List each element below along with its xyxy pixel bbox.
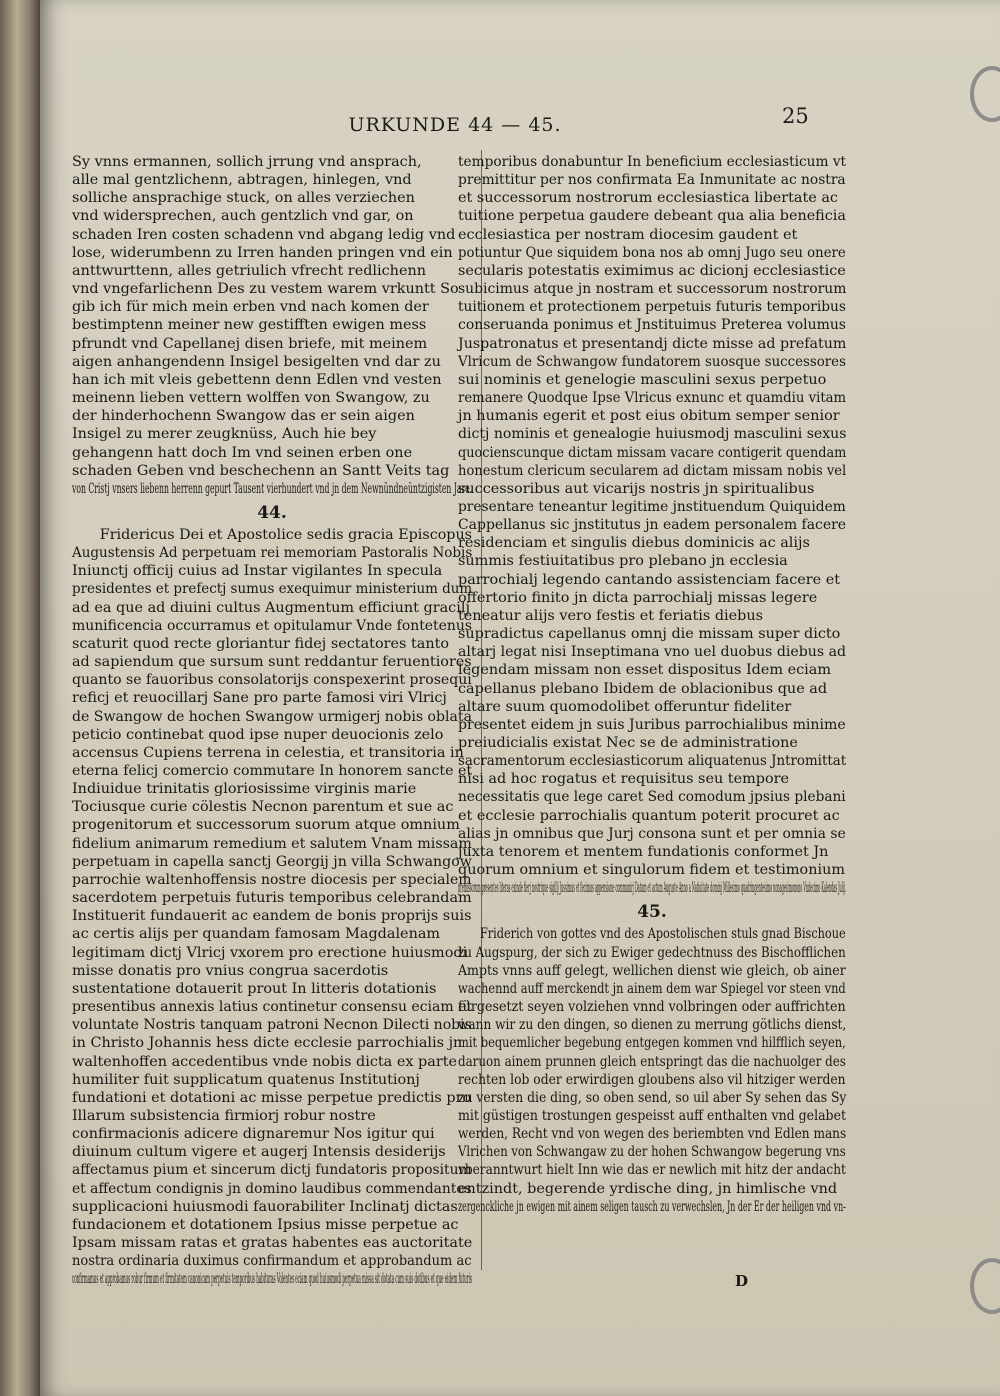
text-line: voluntate Nostris tanquam patroni Necnon Dilecti nobis bbox=[72, 1017, 472, 1034]
text-line: presentet eidem jn suis Juribus parrochialibus minime bbox=[458, 716, 846, 733]
text-line: legitimam dictj Vlricj vxorem pro erectione huiusmodi bbox=[72, 944, 468, 961]
text-line: scaturit quod recte gloriantur fidej sectatores tanto bbox=[72, 635, 450, 652]
text-line: lose, widerumbenn zu Irren handen pringen vnd ein bbox=[72, 244, 453, 261]
text-line: reficj et reuocillarj Sane pro parte famosi viri Vlricj bbox=[72, 690, 447, 707]
text-line: presentare teneantur legitime jnstituendum Quiquidem bbox=[458, 498, 846, 515]
text-line: fundacionem et dotationem Ipsius misse perpetue ac bbox=[72, 1216, 459, 1233]
charter-43-closing-text bbox=[72, 153, 472, 498]
binder-ring-icon bbox=[970, 1258, 1000, 1314]
text-line: mit bequemlicher begebung entgegen kommen vnd hilfflich seyen, bbox=[458, 1035, 846, 1052]
text-line: pfrundt vnd Capellanej disen briefe, mit meinem bbox=[72, 335, 428, 352]
text-line: mit güstigen trostungen gespeisst auff enthalten vnd gelabet bbox=[458, 1107, 847, 1124]
text-line: gehangenn hatt doch Im vnd seinen erben one bbox=[72, 444, 413, 461]
text-line: fundationi et dotationi ac misse perpetue predictis pro bbox=[72, 1089, 472, 1106]
text-line: vnd vngefarlichenn Des zu vestem warem vrkuntt So bbox=[72, 281, 459, 298]
text-line: Augustensis Ad perpetuam rei memoriam Pastoralis Nobis bbox=[72, 545, 473, 562]
text-line: legendam missam non esset dispositus Idem eciam bbox=[458, 662, 831, 679]
text-line: alias jn omnibus que Jurj consona sunt et per omnia se bbox=[458, 825, 846, 842]
text-line: alle mal gentzlichenn, abtragen, hinlegen, vnd bbox=[72, 172, 412, 189]
text-line: nisi ad hoc rogatus et requisitus seu tempore bbox=[458, 771, 790, 788]
text-line: subicimus atque jn nostram et successorum nostrorum bbox=[458, 281, 847, 298]
text-line: altarj legat nisi Inseptimana vno uel duobus diebus ad bbox=[458, 644, 847, 661]
text-line: zergenckliche jn ewigen mit ainem seligen tausch zu verwechslen, Jn der Er der heiligen vnd vn- bbox=[458, 1198, 846, 1215]
text-line: remanere Quodque Ipse Vlricus exnunc et quamdiu vitam bbox=[458, 390, 847, 407]
previous-page-edge bbox=[0, 0, 42, 1396]
text-line: progenitorum et successorum suorum atque omnium bbox=[72, 817, 460, 834]
text-line: schaden Geben vnd beschechenn an Santt Veits tag bbox=[72, 462, 450, 479]
right-column bbox=[458, 153, 846, 1216]
text-line: Insigel zu merer zeugknüss, Auch hie bey bbox=[72, 426, 377, 443]
section-number-45: 45. bbox=[637, 902, 667, 923]
text-line: summis festiuitatibus pro plebano jn ecclesia bbox=[458, 553, 788, 570]
text-line: ac certis alijs per quandam famosam Magdalenam bbox=[72, 926, 441, 943]
text-line: zu versten die ding, so oben send, so uil aber Sy sehen das Sy bbox=[458, 1089, 847, 1106]
section-number-44: 44. bbox=[257, 502, 287, 523]
text-line: quorum omnium et singulorum fidem et testimonium bbox=[458, 862, 846, 879]
text-line: Ipsam missam ratas et gratas habentes eas auctoritate bbox=[72, 1235, 473, 1252]
text-line: gib ich für mich mein erben vnd nach komen der bbox=[72, 299, 429, 316]
text-line: Vlrichen von Schwangaw zu der hohen Schwangow begerung vns bbox=[458, 1144, 846, 1161]
text-line: anttwurttenn, alles getriulich vfrecht redlichenn bbox=[72, 262, 427, 279]
text-line: de Swangow de hochen Swangow urmigerj nobis oblata bbox=[72, 708, 472, 725]
text-line: supplicacioni huiusmodi fauorabiliter Inclinatj dictas bbox=[72, 1198, 458, 1215]
text-line: supradictus capellanus omnj die missam super dicto bbox=[458, 626, 841, 643]
text-line: Illarum subsistencia firmiorj robur nostre bbox=[72, 1107, 376, 1124]
text-line: Ampts vnns auff gelegt, wellichen dienst wie gleich, ob ainer bbox=[458, 962, 846, 979]
text-line: honestum clericum secularem ad dictam missam nobis vel bbox=[458, 462, 847, 479]
text-line: quanto se fauoribus consolatorijs conspexerint prosequi bbox=[72, 672, 472, 689]
text-line: Juspatronatus et presentandj dicte misse ad prefatum bbox=[458, 335, 847, 352]
text-line: daruon ainem prunnen gleich entspringt das die nachuolger des bbox=[458, 1053, 846, 1070]
text-line: residenciam et singulis diebus dominicis ac alijs bbox=[458, 535, 810, 552]
text-line: schaden Iren costen schadenn vnd abgang ledig vnd bbox=[72, 226, 456, 243]
text-line: misse donatis pro vnius congrua sacerdotis bbox=[72, 962, 389, 979]
text-line: von Cristj vnsers liebenn herrenn gepurt Tausent vierhundert vnd jn dem Newnündneüntzigisten Jare. bbox=[72, 480, 473, 497]
text-line: vberanntwurt hielt Inn wie das er newlich mit hitz der andacht bbox=[458, 1162, 846, 1179]
text-line: waltenhoffen accedentibus vnde nobis dicta ex parte bbox=[72, 1053, 458, 1070]
text-line: presentibus annexis latius continetur consensu eciam et bbox=[72, 999, 473, 1016]
text-line: altare suum quomodolibet offeruntur fideliter bbox=[458, 698, 792, 715]
text-line: peticio continebat quod ipse nuper deuocionis zelo bbox=[72, 726, 444, 743]
text-line: offertorio finito jn dicta parrochialj missas legere bbox=[458, 589, 818, 606]
text-line: in Christo Johannis hess dicte ecclesie parrochialis jn bbox=[72, 1035, 463, 1052]
text-line: et affectum condignis jn domino laudibus commendantes bbox=[72, 1180, 472, 1197]
text-line: humiliter fuit supplicatum quatenus Institutionj bbox=[72, 1071, 420, 1088]
text-line: necessitatis que lege caret Sed comodum jpsius plebani bbox=[458, 789, 846, 806]
text-line: werden, Recht vnd von wegen des beriembten vnd Edlen mans bbox=[458, 1126, 847, 1143]
text-line: jn humanis egerit et post eius obitum semper senior bbox=[458, 408, 840, 425]
text-line: bestimptenn meiner new gestifften ewigen mess bbox=[72, 317, 427, 334]
text-line: sacerdotem perpetuis futuris temporibus celebrandam bbox=[72, 890, 472, 907]
text-line: temporibus donabuntur In beneficium ecclesiasticum vt bbox=[458, 154, 847, 170]
text-line: affectamus pium et sincerum dictj fundatoris propositum bbox=[72, 1162, 472, 1179]
text-line: dictj nominis et genealogie huiusmodj masculini sexus bbox=[458, 426, 847, 443]
text-line: Instituerit fundauerit ac eandem de bonis proprijs suis bbox=[72, 908, 472, 925]
text-line: Iniunctj officij cuius ad Instar vigilantes In specula bbox=[72, 563, 443, 580]
text-line: entzindt, begerende yrdische ding, jn himlische vnd bbox=[458, 1180, 838, 1197]
text-line: et ecclesie parrochialis quantum poterit procuret ac bbox=[458, 807, 840, 824]
text-line: fidelium animarum remedium et salutem Vnam missam bbox=[72, 835, 472, 852]
text-line: wachennd auff merckendt jn ainem dem war Spiegel vor steen vnd bbox=[458, 980, 846, 997]
text-line: ecclesiastica per nostram diocesim gaudent et bbox=[458, 226, 798, 243]
text-line: tuitione perpetua gaudere debeant qua alia beneficia bbox=[458, 208, 846, 225]
text-line: perpetuam in capella sanctj Georgij jn villa Schwangow bbox=[72, 853, 472, 870]
text-line: capellanus plebano Ibidem de oblacionibus que ad bbox=[458, 680, 828, 697]
text-line: conseruanda ponimus et Jnstituimus Preterea volumus bbox=[458, 317, 846, 334]
charter-45-text bbox=[458, 925, 846, 1216]
running-header: URKUNDE 44 — 45. bbox=[348, 114, 562, 136]
text-line: munificencia occurramus et opitulamur Vnde fontetenus bbox=[72, 617, 472, 634]
text-line: potiuntur Que siquidem bona nos ab omnj Jugo seu onere bbox=[458, 244, 846, 261]
text-line: Indiuidue trinitatis gloriosissime virginis marie bbox=[72, 781, 417, 798]
text-line: teneatur alijs vero festis et feriatis diebus bbox=[458, 607, 764, 624]
text-line: Sy vnns ermannen, sollich jrrung vnd ansprach, bbox=[72, 154, 422, 170]
text-line: Vlricum de Schwangow fundatorem suosque successores bbox=[458, 353, 846, 370]
text-line: vnd widersprechen, auch gentzlich vnd gar, on bbox=[72, 208, 414, 225]
text-line: rechten lob oder erwirdigen gloubens also vil hitziger werden bbox=[458, 1071, 846, 1088]
page-number: 25 bbox=[782, 104, 809, 128]
text-line: presidentes et prefectj sumus exequimur ministerium dum bbox=[72, 581, 473, 598]
text-line: aigen anhangendenn Insigel besigelten vnd dar zu bbox=[72, 353, 441, 370]
text-line: Cappellanus sic jnstitutus jn eadem personalem facere bbox=[458, 517, 847, 534]
left-column bbox=[72, 153, 472, 1289]
binder-ring-icon bbox=[970, 66, 1000, 122]
text-line: zu Augspurg, der sich zu Ewiger gedechtnuss des Bischofflichen bbox=[458, 944, 846, 961]
text-line: parrochialj legendo cantando assistenciam facere et bbox=[458, 571, 841, 588]
text-line: premissorum presentes literas exinde fierj nostrique sigillj Jussimus et fecimus appensione communirj Datum et actum Auguste Anno a Natiuitate dominj Millesimo quadringentesimo nonagesimonono Vndecimo Kalendas Julij. bbox=[458, 880, 847, 897]
charter-44-continued-text bbox=[458, 153, 846, 897]
text-line: eterna felicj comercio commutare In honorem sancte et bbox=[72, 763, 473, 779]
text-line: solliche ansprachige stuck, on alles verziechen bbox=[72, 190, 415, 207]
text-line: ad ea que ad diuini cultus Augmentum efficiunt gracilj bbox=[72, 599, 470, 616]
text-line: et successorum nostrorum ecclesiastica libertate ac bbox=[458, 190, 838, 207]
text-line: quocienscunque dictam missam vacare contigerit quendam bbox=[458, 444, 847, 461]
text-line: sacramentorum ecclesiasticorum aliquatenus Jntromittat bbox=[458, 753, 847, 770]
text-line: juxta tenorem et mentem fundationis conformet Jn bbox=[458, 843, 829, 860]
text-line: ad sapiendum que sursum sunt reddantur feruentiores bbox=[72, 654, 472, 671]
text-line: Friderich von gottes vnd des Apostolischen stuls gnad Bischoue bbox=[479, 926, 846, 943]
text-line: wann wir zu den dingen, so dienen zu merrung götlichs dienst, bbox=[458, 1017, 847, 1034]
text-line: secularis potestatis eximimus ac dicionj ecclesiastice bbox=[458, 262, 846, 279]
text-line: preiudicialis existat Nec se de administratione bbox=[458, 735, 798, 751]
text-line: Tociusque curie cölestis Necnon parentum et sue ac bbox=[72, 799, 454, 816]
signature-mark: D bbox=[735, 1272, 749, 1290]
text-line: parrochie waltenhoffensis nostre diocesis per specialem bbox=[72, 871, 472, 888]
text-line: diuinum cultum vigere et augerj Intensis desiderijs bbox=[72, 1144, 446, 1161]
text-line: confirmamus et approbamus robur firmum et firmitatem canonicam perpetuis temporibus habituras Volentes eciam quod huiusmodi perpetua missa sit dotata cum suis dotibus et que eidem futuris bbox=[72, 1271, 472, 1288]
text-line: tuitionem et protectionem perpetuis futuris temporibus bbox=[458, 299, 846, 316]
charter-44-text bbox=[72, 526, 472, 1289]
text-line: premittitur per nos confirmata Ea Inmunitate ac nostra bbox=[458, 172, 846, 189]
text-line: accensus Cupiens terrena in celestia, et transitoria in bbox=[72, 744, 464, 761]
text-line: meinenn lieben vettern wolffen von Swangow, zu bbox=[72, 390, 430, 407]
text-line: Fridericus Dei et Apostolice sedis gracia Episcopus bbox=[99, 526, 472, 543]
text-line: successoribus aut vicarijs nostris jn spiritualibus bbox=[458, 480, 815, 497]
text-line: sustentatione dotauerit prout In litteris dotationis bbox=[72, 980, 437, 997]
text-line: fürgesetzt seyen volziehen vnnd volbringen oder auffrichten bbox=[458, 999, 846, 1016]
text-line: confirmacionis adicere dignaremur Nos igitur qui bbox=[72, 1126, 435, 1143]
text-line: nostra ordinaria duximus confirmandum et approbandum ac bbox=[72, 1253, 472, 1270]
text-line: han ich mit vleis gebettenn denn Edlen vnd vesten bbox=[72, 371, 442, 388]
text-line: sui nominis et genelogie masculini sexus perpetuo bbox=[458, 371, 827, 388]
text-line: der hinderhochenn Swangow das er sein aigen bbox=[72, 408, 415, 425]
